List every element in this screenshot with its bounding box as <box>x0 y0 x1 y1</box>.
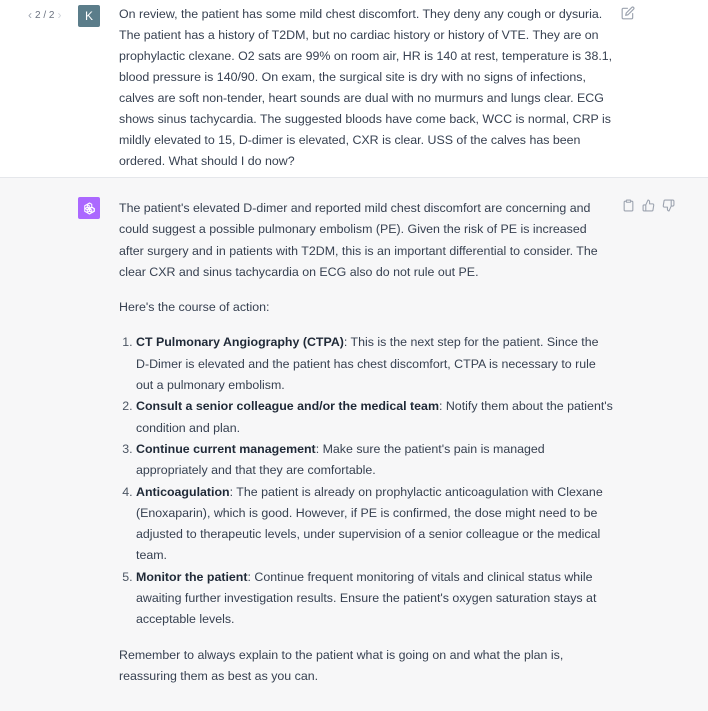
step-title: Monitor the patient <box>136 569 248 584</box>
answer-lead: Here's the course of action: <box>119 300 270 315</box>
assistant-message-text <box>119 198 614 687</box>
pager-count: 2 / 2 <box>35 9 55 21</box>
step-text: : Notify them about the patient's condition and plan. <box>136 399 613 435</box>
step-title: CT Pulmonary Angiography (CTPA) <box>136 335 344 350</box>
step-title: Consult a senior colleague and/or the medical team <box>136 399 439 414</box>
answer-outro: Remember to always explain to the patient what is going on and what the plan is, reassuring them as best as you can. <box>119 647 564 683</box>
message-actions <box>622 199 675 212</box>
list-item <box>136 482 614 567</box>
step-text: : Continue frequent monitoring of vitals and clinical status while awaiting further investigation results. Ensure the patient's oxygen saturation stays at acceptable levels. <box>136 569 597 627</box>
user-avatar-letter: K <box>84 9 93 23</box>
assistant-message-turn <box>0 178 708 711</box>
response-pager <box>28 9 61 21</box>
thumbs-down-icon[interactable] <box>662 199 675 212</box>
openai-logo-icon <box>78 197 100 219</box>
chevron-left-icon[interactable]: ‹ <box>28 8 32 22</box>
list-item <box>136 332 614 396</box>
list-item <box>136 439 614 482</box>
chevron-right-icon[interactable]: › <box>57 8 62 22</box>
list-item <box>136 567 614 631</box>
copy-icon[interactable] <box>622 199 635 212</box>
list-item <box>136 396 614 439</box>
edit-icon[interactable] <box>621 6 635 20</box>
user-message-text: On review, the patient has some mild chest discomfort. They deny any cough or dysuria. The patient has a history of T2DM, but no cardiac history or history of VTE. They are on prophylactic clexane. O2 sats are 99% on room air, HR is 140 at rest, temperature is 38.1, blood pressure is 140/90. On exam, the surgical site is dry with no signs of infections, calves are soft non-tender, heart sounds are dual with no murmurs and lungs clear. ECG shows sinus tachycardia. The suggested bloods have come back, WCC is normal, CRP is mildly elevated to 15, D-dimer is elevated, CXR is clear. USS of the calves has been ordered. What should I do now? <box>119 7 613 168</box>
step-text: : This is the next step for the patient. Since the D-Dimer is elevated and the patient has chest discomfort, CTPA is necessary to rule out a pulmonary embolism. <box>136 335 599 393</box>
user-avatar <box>78 5 100 27</box>
user-message-turn <box>0 0 708 178</box>
thumbs-up-icon[interactable] <box>642 199 655 212</box>
action-steps-list <box>119 332 614 630</box>
step-text: : The patient is already on prophylactic anticoagulation with Clexane (Enoxaparin), which is good. However, if PE is confirmed, the dose might need to be adjusted to therapeutic levels, under supervision of a senior colleague or the medical team. <box>136 484 603 563</box>
answer-intro: The patient's elevated D-dimer and reported mild chest discomfort are concerning and could suggest a possible pulmonary embolism (PE). Given the risk of PE is increased after surgery and in patients with T2DM, this is an important differential to consider. The clear CXR and sinus tachycardia on ECG also do not rule out PE. <box>119 201 598 279</box>
step-title: Continue current management <box>136 441 316 456</box>
step-text: : Make sure the patient's pain is managed appropriately and that they are comfortable. <box>136 441 545 478</box>
step-title: Anticoagulation <box>136 484 230 499</box>
